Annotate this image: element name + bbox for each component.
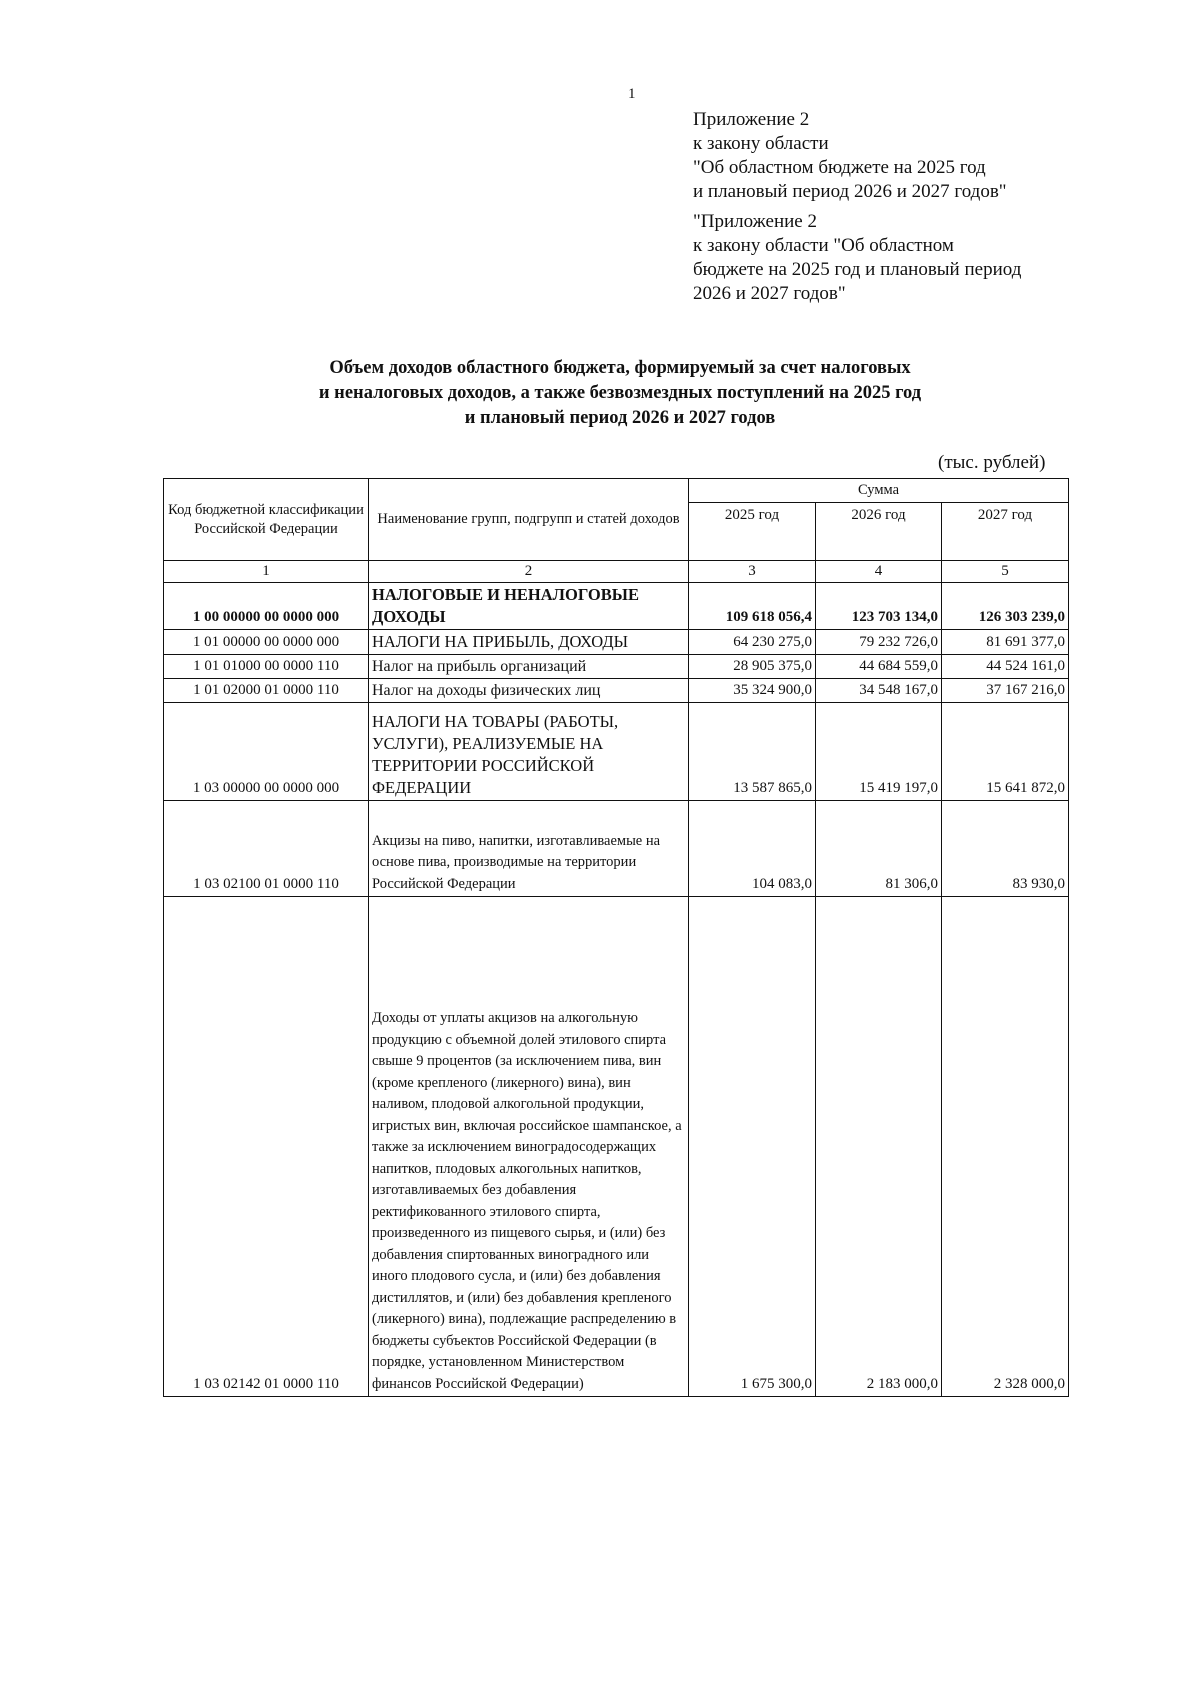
row-amount-2027: 81 691 377,0 bbox=[942, 630, 1069, 655]
row-name: НАЛОГИ НА ПРИБЫЛЬ, ДОХОДЫ bbox=[369, 630, 689, 655]
row-amount-2026: 15 419 197,0 bbox=[816, 703, 942, 801]
row-amount-2026: 79 232 726,0 bbox=[816, 630, 942, 655]
row-amount-2026: 2 183 000,0 bbox=[816, 897, 942, 1397]
row-amount-2026: 123 703 134,0 bbox=[816, 583, 942, 630]
row-name: Налог на доходы физических лиц bbox=[369, 679, 689, 703]
revenue-table bbox=[163, 478, 1069, 1397]
annex-line: "Приложение 2 bbox=[693, 211, 817, 232]
row-code: 1 01 00000 00 0000 000 bbox=[164, 630, 369, 655]
column-number: 1 bbox=[164, 561, 369, 583]
row-name: Доходы от уплаты акцизов на алкогольную продукцию с объемной долей этилового спирта свыше 9 процентов (за исключением пива, вин (кроме крепленого (ликерного) вина), вин наливом, плодовой алкогольной продукции, игристых вин, включая российское шампанское, а также за исключением виноградосодержащих напитков, плодовых алкогольных напитков, изготавливаемых без добавления ректификованного этилового спирта, произведенного из пищевого сырья, и (или) без добавления спиртованных виноградного или иного плодового сусла, и (или) без добавления дистиллятов, и (или) без добавления крепленого (ликерного) вина), подлежащие распределению в бюджеты субъектов Российской Федерации (в порядке, установленном Министерством финансов Российской Федерации) bbox=[369, 897, 689, 1397]
row-code: 1 01 01000 00 0000 110 bbox=[164, 655, 369, 679]
annex-block-original bbox=[693, 210, 1021, 306]
annex-line: к закону области bbox=[693, 133, 829, 154]
row-code: 1 00 00000 00 0000 000 bbox=[164, 583, 369, 630]
row-amount-2025: 28 905 375,0 bbox=[689, 655, 816, 679]
title-line: Объем доходов областного бюджета, формируемый за счет налоговых bbox=[329, 358, 911, 378]
header-year-2025: 2025 год bbox=[689, 503, 816, 561]
column-number: 3 bbox=[689, 561, 816, 583]
row-amount-2026: 81 306,0 bbox=[816, 801, 942, 897]
units-label: (тыс. рублей) bbox=[938, 452, 1046, 473]
row-amount-2025: 104 083,0 bbox=[689, 801, 816, 897]
row-code: 1 03 02100 01 0000 110 bbox=[164, 801, 369, 897]
row-amount-2025: 1 675 300,0 bbox=[689, 897, 816, 1397]
column-number: 5 bbox=[942, 561, 1069, 583]
table-row bbox=[164, 630, 1069, 655]
column-number-row bbox=[164, 561, 1069, 583]
row-name: НАЛОГИ НА ТОВАРЫ (РАБОТЫ, УСЛУГИ), РЕАЛИЗУЕМЫЕ НА ТЕРРИТОРИИ РОССИЙСКОЙ ФЕДЕРАЦИИ bbox=[369, 703, 689, 801]
row-amount-2026: 34 548 167,0 bbox=[816, 679, 942, 703]
annex-line: бюджете на 2025 год и плановый период bbox=[693, 259, 1022, 280]
table-row bbox=[164, 655, 1069, 679]
row-amount-2025: 64 230 275,0 bbox=[689, 630, 816, 655]
table-row bbox=[164, 583, 1069, 630]
annex-line: и плановый период 2026 и 2027 годов" bbox=[693, 181, 1007, 202]
row-amount-2025: 35 324 900,0 bbox=[689, 679, 816, 703]
row-code: 1 01 02000 01 0000 110 bbox=[164, 679, 369, 703]
row-amount-2026: 44 684 559,0 bbox=[816, 655, 942, 679]
table-row bbox=[164, 897, 1069, 1397]
row-amount-2027: 37 167 216,0 bbox=[942, 679, 1069, 703]
document-title bbox=[200, 356, 1040, 431]
annex-line: к закону области "Об областном bbox=[693, 235, 954, 256]
header-name: Наименование групп, подгрупп и статей доходов bbox=[369, 479, 689, 561]
header-row bbox=[164, 479, 1069, 503]
row-name: НАЛОГОВЫЕ И НЕНАЛОГОВЫЕ ДОХОДЫ bbox=[369, 583, 689, 630]
annex-reference bbox=[693, 108, 1021, 306]
table-row bbox=[164, 679, 1069, 703]
header-year-2027: 2027 год bbox=[942, 503, 1069, 561]
header-sum: Сумма bbox=[689, 479, 1069, 503]
annex-block-current bbox=[693, 108, 1021, 204]
row-name: Акцизы на пиво, напитки, изготавливаемые на основе пива, производимые на территории Российской Федерации bbox=[369, 801, 689, 897]
column-number: 4 bbox=[816, 561, 942, 583]
table-row bbox=[164, 801, 1069, 897]
row-amount-2027: 44 524 161,0 bbox=[942, 655, 1069, 679]
row-amount-2027: 83 930,0 bbox=[942, 801, 1069, 897]
title-line: и неналоговых доходов, а также безвозмездных поступлений на 2025 год bbox=[318, 383, 922, 403]
row-amount-2027: 2 328 000,0 bbox=[942, 897, 1069, 1397]
row-code: 1 03 00000 00 0000 000 bbox=[164, 703, 369, 801]
header-code: Код бюджетной классификации Российской Федерации bbox=[164, 479, 369, 561]
annex-line: 2026 и 2027 годов" bbox=[693, 283, 846, 304]
row-amount-2025: 13 587 865,0 bbox=[689, 703, 816, 801]
annex-line: "Об областном бюджете на 2025 год bbox=[693, 157, 986, 178]
row-name: Налог на прибыль организаций bbox=[369, 655, 689, 679]
title-line: и плановый период 2026 и 2027 годов bbox=[464, 408, 776, 428]
page-number: 1 bbox=[628, 86, 636, 102]
row-amount-2025: 109 618 056,4 bbox=[689, 583, 816, 630]
row-amount-2027: 15 641 872,0 bbox=[942, 703, 1069, 801]
header-year-2026: 2026 год bbox=[816, 503, 942, 561]
row-code: 1 03 02142 01 0000 110 bbox=[164, 897, 369, 1397]
table-row bbox=[164, 703, 1069, 801]
row-amount-2027: 126 303 239,0 bbox=[942, 583, 1069, 630]
annex-line: Приложение 2 bbox=[693, 109, 810, 130]
column-number: 2 bbox=[369, 561, 689, 583]
